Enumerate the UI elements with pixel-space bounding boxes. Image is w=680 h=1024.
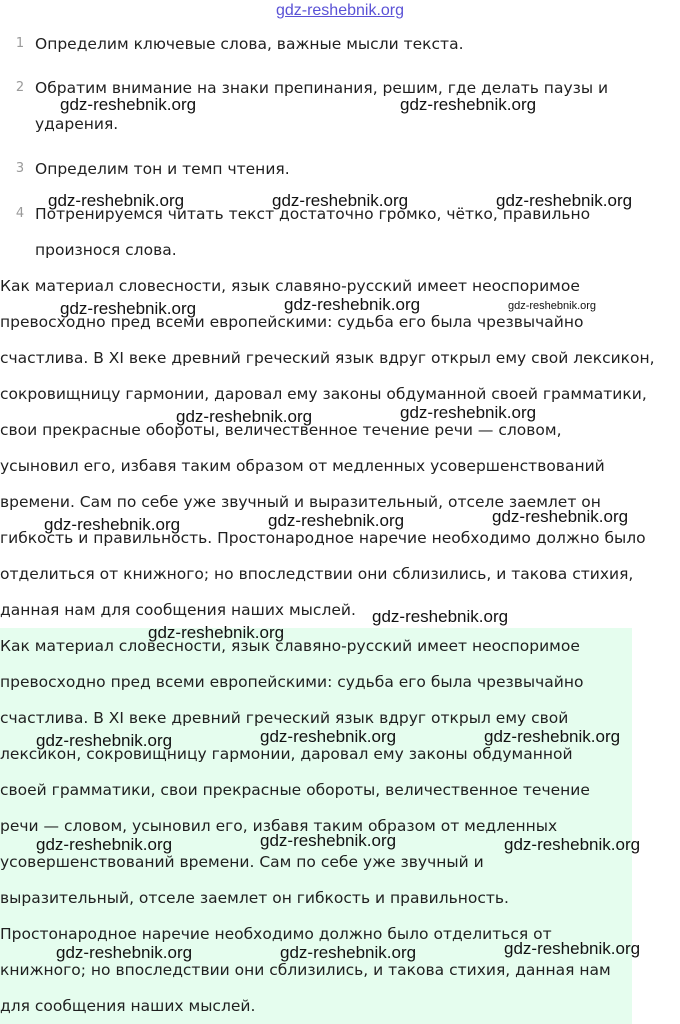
- step-number: 4: [15, 206, 25, 221]
- watermark: gdz-reshebnik.org: [36, 731, 173, 750]
- watermark: gdz-reshebnik.org: [60, 299, 197, 318]
- text-line: Простонародное наречие необходимо должно было отделиться от: [0, 925, 552, 943]
- text-line: сокровищницу гармонии, даровал ему законы обдуманной своей грамматики,: [0, 385, 647, 403]
- watermark: gdz-reshebnik.org: [36, 835, 173, 854]
- text-line: свои прекрасные обороты, величественное течение речи — словом,: [0, 421, 562, 439]
- step-text: Определим ключевые слова, важные мысли текста.: [35, 35, 464, 53]
- text-line: усовершенствований времени. Сам по себе уже звучный и: [0, 853, 484, 871]
- step-text: Определим тон и темп чтения.: [35, 160, 290, 178]
- watermark: gdz-reshebnik.org: [484, 727, 621, 746]
- text-line: речи — словом, усыновил его, избавя таким образом от медленных: [0, 817, 558, 835]
- watermark: gdz-reshebnik.org: [496, 191, 633, 210]
- text-line: выразительный, отселе заемлет он гибкость и правильность.: [0, 889, 509, 907]
- watermark: gdz-reshebnik.org: [56, 943, 193, 962]
- watermark: gdz-reshebnik.org: [44, 515, 181, 534]
- watermark: gdz-reshebnik.org: [176, 407, 313, 426]
- watermark: gdz-reshebnik.org: [284, 295, 421, 314]
- step-text: ударения.: [35, 115, 119, 133]
- paragraph-highlighted: [0, 628, 632, 1024]
- text-line: превосходно пред всеми европейскими: судьба его была чрезвычайно: [0, 673, 584, 691]
- step-number: 1: [15, 36, 25, 51]
- watermark: gdz-reshebnik.org: [260, 727, 397, 746]
- watermark: gdz-reshebnik.org: [508, 300, 597, 312]
- text-line: лексикон, сокровищницу гармонии, даровал ему законы обдуманной: [0, 745, 573, 763]
- text-line: своей грамматики, свои прекрасные обороты, величественное течение: [0, 781, 590, 799]
- text-line: книжного; но впоследствии они сблизились, и такова стихия, данная нам: [0, 961, 611, 979]
- text-line: данная нам для сообщения наших мыслей.: [0, 601, 356, 619]
- step-item-1: [0, 26, 660, 62]
- watermark: gdz-reshebnik.org: [268, 511, 405, 530]
- text-line: Как материал словесности, язык славяно-русский имеет неоспоримое: [0, 637, 580, 655]
- text-line: гибкость и правильность. Простонародное наречие необходимо должно было: [0, 529, 646, 547]
- text-line: времени. Сам по себе уже звучный и выразительный, отселе заемлет он: [0, 493, 601, 511]
- step-text: Потренируемся читать текст достаточно громко, чётко, правильно: [35, 205, 591, 223]
- step-text: Обратим внимание на знаки препинания, решим, где делать паузы и: [35, 79, 609, 97]
- text-line: усыновил его, избавя таким образом от медленных усовершенствований: [0, 457, 605, 475]
- watermark: gdz-reshebnik.org: [504, 939, 641, 958]
- step-item-3: [0, 151, 660, 187]
- text-line: Как материал словесности, язык славяно-русский имеет неоспоримое: [0, 277, 580, 295]
- watermark: gdz-reshebnik.org: [492, 507, 629, 526]
- watermark: gdz-reshebnik.org: [504, 835, 641, 854]
- watermark: gdz-reshebnik.org: [280, 943, 417, 962]
- text-line: счастлива. В XI веке древний греческий язык вдруг открыл ему свой лексикон,: [0, 349, 655, 367]
- step-number: 3: [15, 161, 25, 176]
- watermark: gdz-reshebnik.org: [400, 403, 537, 422]
- watermark: gdz-reshebnik.org: [400, 95, 537, 114]
- paragraph-original: [0, 268, 680, 628]
- site-title-link[interactable]: gdz-reshebnik.org: [275, 2, 405, 19]
- text-line: превосходно пред всеми европейскими: судьба его была чрезвычайно: [0, 313, 584, 331]
- watermark: gdz-reshebnik.org: [372, 607, 509, 626]
- text-line: для сообщения наших мыслей.: [0, 997, 256, 1015]
- text-line: отделиться от книжного; но впоследствии они сблизились, и такова стихия,: [0, 565, 634, 583]
- watermark: gdz-reshebnik.org: [60, 95, 197, 114]
- watermark: gdz-reshebnik.org: [48, 191, 185, 210]
- step-text: произнося слова.: [35, 241, 177, 259]
- watermark: gdz-reshebnik.org: [260, 831, 397, 850]
- step-number: 2: [15, 80, 25, 95]
- text-line: счастлива. В XI веке древний греческий язык вдруг открыл ему свой: [0, 709, 569, 727]
- watermark: gdz-reshebnik.org: [148, 623, 285, 642]
- watermark: gdz-reshebnik.org: [272, 191, 409, 210]
